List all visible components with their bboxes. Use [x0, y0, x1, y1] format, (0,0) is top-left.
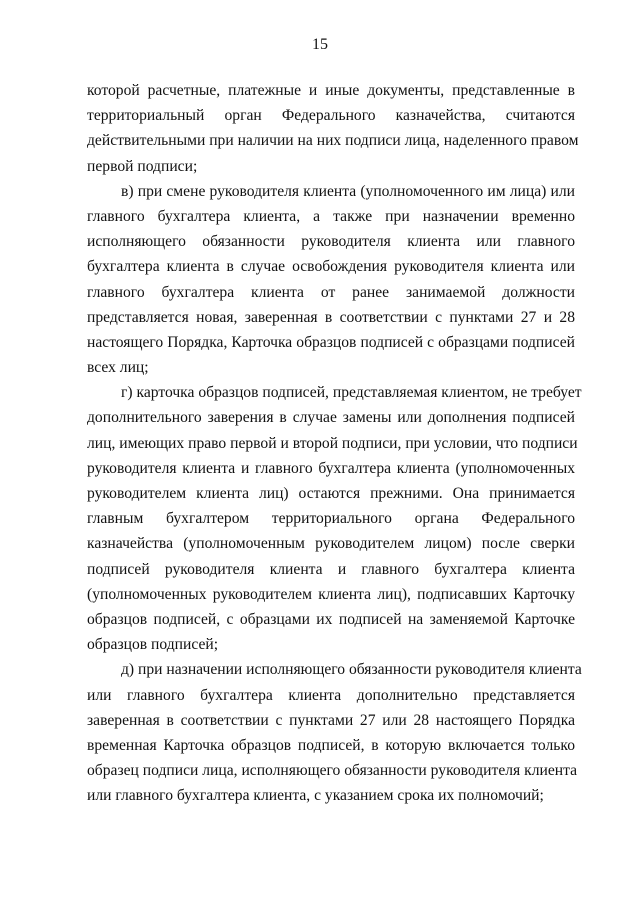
text-line: г) карточка образцов подписей, представляемая клиентом, не требует	[121, 384, 582, 402]
text-line: образцов подписей;	[87, 636, 219, 654]
text-line: главного бухгалтера клиента от ранее занимаемой должности	[87, 283, 575, 301]
text-line: главного бухгалтера клиента, а также при назначении временно	[87, 207, 575, 225]
text-line: настоящего Порядка, Карточка образцов подписей с образцами подписей	[87, 333, 575, 351]
text-line: (уполномоченных руководителем клиента лиц), подписавших Карточку	[87, 585, 575, 603]
text-line: подписей руководителя клиента и главного бухгалтера клиента	[87, 560, 575, 578]
text-line: в) при смене руководителя клиента (уполномоченного им лица) или	[121, 182, 575, 200]
text-line: или главного бухгалтера клиента дополнительно представляется	[87, 686, 575, 704]
text-line: образец подписи лица, исполняющего обязанности руководителя клиента	[87, 762, 578, 780]
text-line: дополнительного заверения в случае замены или дополнения подписей	[87, 409, 575, 427]
page-number: 15	[312, 36, 328, 53]
text-line: представляется новая, заверенная в соответствии с пунктами 27 и 28	[87, 308, 575, 326]
text-line: лиц, имеющих право первой и второй подписи, при условии, что подписи	[87, 434, 578, 452]
text-line: которой расчетные, платежные и иные документы, представленные в	[87, 82, 575, 99]
text-line: временная Карточка образцов подписей, в которую включается только	[87, 736, 575, 754]
text-line: образцов подписей, с образцами их подписей на заменяемой Карточке	[87, 610, 575, 628]
paragraph-continuation	[87, 78, 579, 179]
text-line: бухгалтера клиента в случае освобождения руководителя клиента или	[87, 258, 575, 276]
text-line: территориальный орган Федерального казначейства, считаются	[87, 107, 575, 125]
text-line: или главного бухгалтера клиента, с указанием срока их полномочий;	[87, 787, 544, 805]
text-line: первой подписи;	[87, 157, 198, 175]
text-line: руководителем клиента лиц) остаются прежними. Она принимается	[87, 485, 575, 502]
text-line: всех лиц;	[87, 359, 149, 377]
text-line: заверенная в соответствии с пунктами 27 или 28 настоящего Порядка	[87, 711, 575, 729]
text-line: руководителя клиента и главного бухгалтера клиента (уполномоченных	[87, 459, 575, 477]
text-line: д) при назначении исполняющего обязанности руководителя клиента	[121, 661, 582, 679]
text-line: действительными при наличии на них подписи лица, наделенного правом	[87, 132, 579, 150]
text-line: исполняющего обязанности руководителя клиента или главного	[87, 233, 575, 251]
text-line: главным бухгалтером территориального органа Федерального	[87, 510, 575, 528]
paragraph-item-g	[87, 380, 582, 657]
document-body	[87, 78, 582, 808]
paragraph-item-v	[87, 179, 575, 381]
text-line: казначейства (уполномоченным руководителем лицом) после сверки	[87, 535, 575, 553]
paragraph-item-d	[87, 657, 582, 808]
